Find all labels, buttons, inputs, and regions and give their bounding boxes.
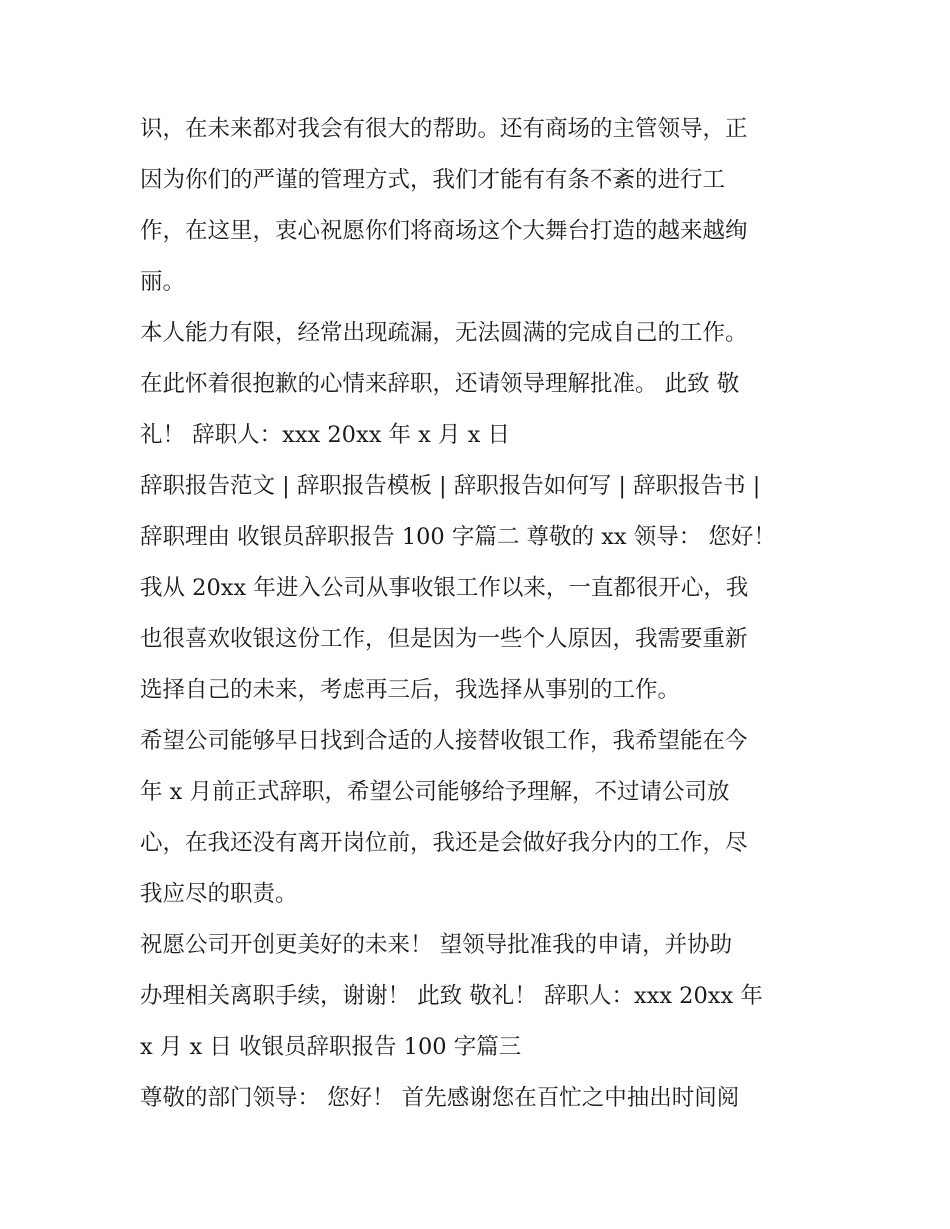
text-line: 识，在未来都对我会有很大的帮助。还有商场的主管领导，正 [140,116,748,142]
text-line: 尊敬的部门领导： 您好！ 首先感谢您在百忙之中抽出时间阅 [140,1085,740,1111]
text-line: 作，在这里，衷心祝愿你们将商场这个大舞台打造的越来越绚 [140,218,748,244]
text-line: 辞职报告范文 | 辞职报告模板 | 辞职报告如何写 | 辞职报告书 | [140,473,761,499]
text-line: 在此怀着很抱歉的心情来辞职，还请领导理解批准。 此致 敬 [140,371,740,397]
text-line: 也很喜欢收银这份工作，但是因为一些个人原因，我需要重新 [140,626,748,652]
text-line: 辞职理由 收银员辞职报告 100 字篇二 尊敬的 xx 领导： 您好！ [140,524,776,550]
text-line: 因为你们的严谨的管理方式，我们才能有有条不紊的进行工 [140,167,726,193]
text-line: 祝愿公司开创更美好的未来！ 望领导批准我的申请，并协助 [140,932,733,958]
text-line: 礼！ 辞职人：xxx 20xx 年 x 月 x 日 [140,422,511,448]
text-line: 办理相关离职手续，谢谢！ 此致 敬礼！ 辞职人：xxx 20xx 年 [140,983,763,1009]
document-body [140,104,820,1124]
text-line: 希望公司能够早日找到合适的人接替收银工作，我希望能在今 [140,728,748,754]
text-line: 心，在我还没有离开岗位前，我还是会做好我分内的工作，尽 [140,830,748,856]
text-line: x 月 x 日 收银员辞职报告 100 字篇三 [140,1034,522,1060]
text-line: 选择自己的未来，考虑再三后，我选择从事别的工作。 [140,677,681,703]
text-line: 年 x 月前正式辞职，希望公司能够给予理解，不过请公司放 [140,779,730,805]
text-line: 我应尽的职责。 [140,881,298,907]
text-line: 本人能力有限，经常出现疏漏，无法圆满的完成自己的工作。 [140,320,748,346]
text-line: 我从 20xx 年进入公司从事收银工作以来，一直都很开心，我 [140,575,749,601]
text-line: 丽。 [140,269,186,295]
